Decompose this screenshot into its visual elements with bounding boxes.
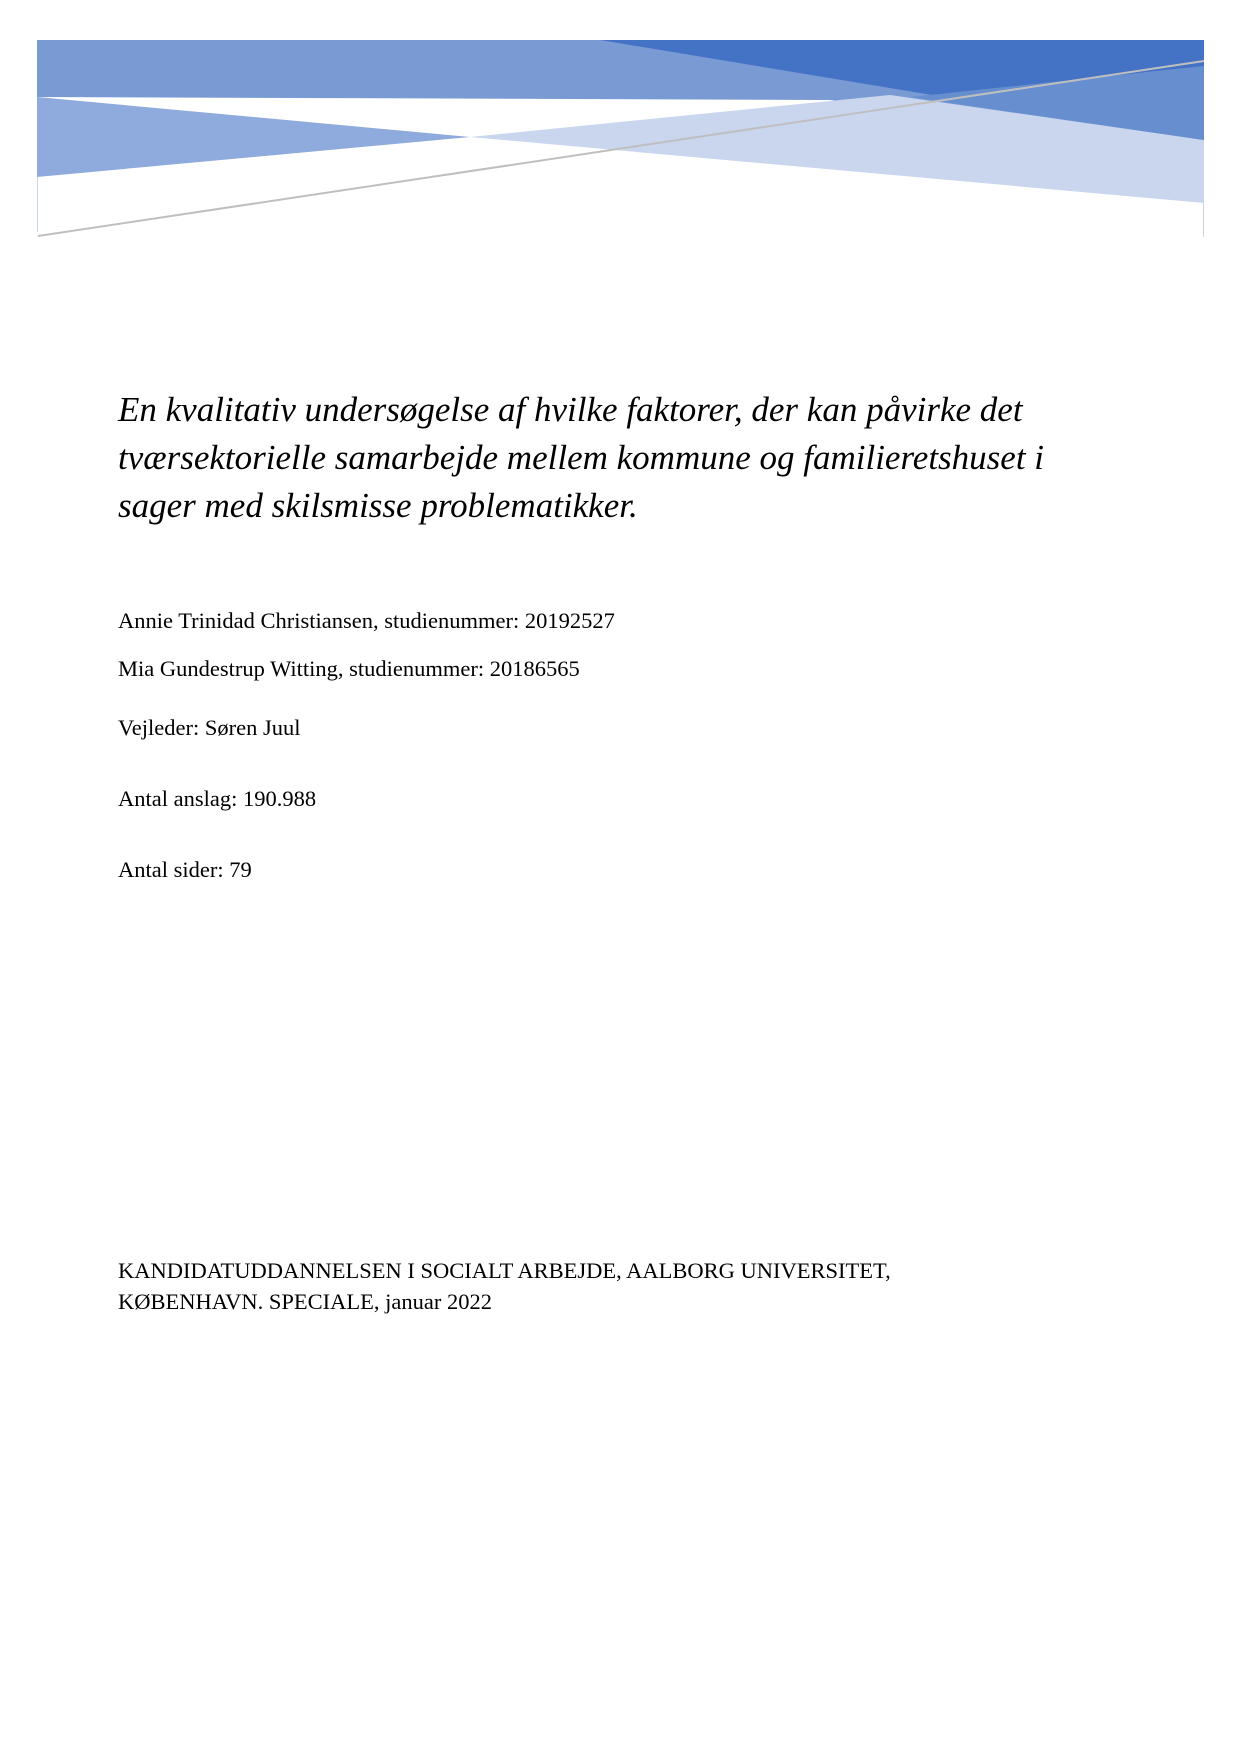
institution-block: [118, 1255, 1168, 1317]
institution-line-1: KANDIDATUDDANNELSEN I SOCIALT ARBEJDE, AALBORG UNIVERSITET,: [118, 1258, 891, 1283]
author-1: Annie Trinidad Christiansen, studienummer: 20192527: [118, 608, 615, 633]
page-count: Antal sider: 79: [118, 857, 252, 882]
header-banner-graphic: [0, 0, 1241, 260]
thesis-title: En kvalitativ undersøgelse af hvilke faktorer, der kan påvirke det tværsektorielle samarbejde mellem kommune og familieretshuset i sager med skilsmisse problematikker.: [118, 390, 1045, 525]
supervisor: Vejleder: Søren Juul: [118, 715, 301, 740]
institution-line-2: KØBENHAVN. SPECIALE, januar 2022: [118, 1289, 492, 1314]
character-count: Antal anslag: 190.988: [118, 786, 317, 811]
author-2: Mia Gundestrup Witting, studienummer: 20186565: [118, 656, 580, 681]
